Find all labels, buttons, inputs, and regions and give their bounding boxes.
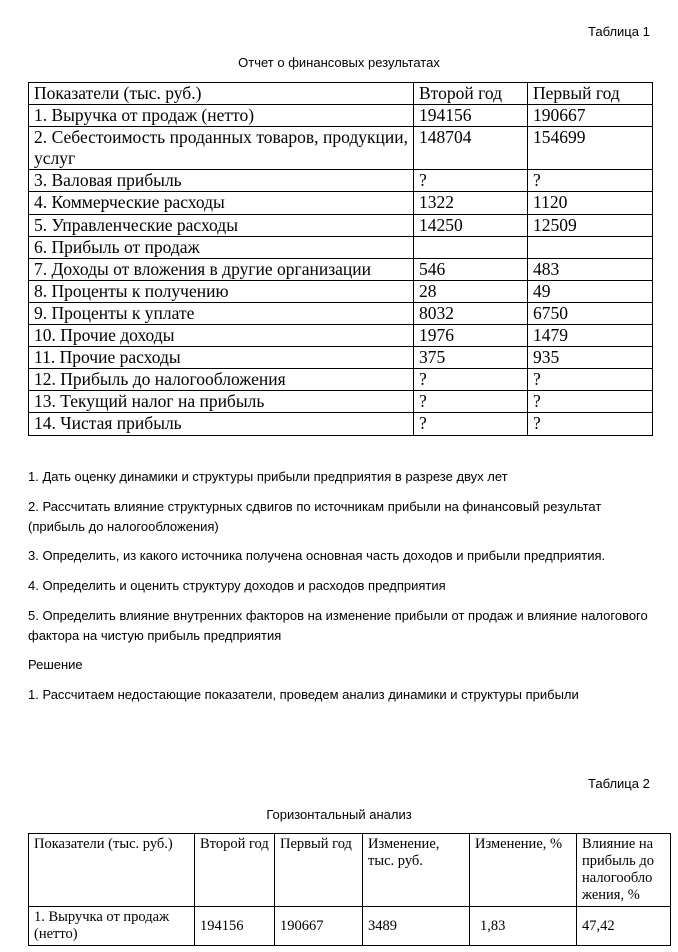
table1-caption: Таблица 1 [588, 24, 650, 39]
row-value: ? [528, 170, 653, 192]
row-value: 8032 [414, 302, 528, 324]
header-cell: Первый год [275, 834, 363, 907]
row-value: ? [414, 369, 528, 391]
row-label: 1. Выручка от продаж (нетто) [29, 105, 414, 127]
header-cell: Первый год [528, 83, 653, 105]
row-label: 14. Чистая прибыль [29, 413, 414, 435]
table-row [29, 369, 653, 391]
row-value: 148704 [414, 127, 528, 170]
row-value: ? [528, 369, 653, 391]
table-row [29, 170, 653, 192]
row-value: 6750 [528, 302, 653, 324]
row-value: ? [414, 170, 528, 192]
header-cell: Изменение, тыс. руб. [363, 834, 470, 907]
row-label: 1. Выручка от продаж (нетто) [29, 907, 195, 946]
table-row [29, 192, 653, 214]
row-value: 1976 [414, 325, 528, 347]
financial-results-table [28, 82, 653, 436]
task-item: 4. Определить и оценить структуру доходов и расходов предприятия [28, 578, 446, 593]
header-cell: Второй год [414, 83, 528, 105]
header-cell: Влияние на прибыль до налогообло жения, % [577, 834, 671, 907]
table-row [29, 105, 653, 127]
row-value: 375 [414, 347, 528, 369]
table-row [29, 907, 671, 946]
table-row [29, 347, 653, 369]
row-value: 3489 [363, 907, 470, 946]
row-value: 935 [528, 347, 653, 369]
row-label: 11. Прочие расходы [29, 347, 414, 369]
header-cell: Изменение, % [470, 834, 577, 907]
row-value: ? [414, 391, 528, 413]
table-row [29, 302, 653, 324]
table-row [29, 258, 653, 280]
row-value: 154699 [528, 127, 653, 170]
table-row [29, 391, 653, 413]
row-value: 194156 [414, 105, 528, 127]
row-label: 2. Себестоимость проданных товаров, продукции, услуг [29, 127, 414, 170]
row-value: 14250 [414, 214, 528, 236]
row-value [528, 236, 653, 258]
row-value: 1322 [414, 192, 528, 214]
row-value: ? [528, 413, 653, 435]
row-label: 5. Управленческие расходы [29, 214, 414, 236]
row-value: 190667 [275, 907, 363, 946]
task-item: 5. Определить влияние внутренних факторов на изменение прибыли от продаж и влияние налогового фактора на чистую прибыль предприятия [28, 608, 648, 643]
header-cell: Второй год [195, 834, 275, 907]
row-value: 1,83 [470, 907, 577, 946]
row-label: 8. Проценты к получению [29, 280, 414, 302]
row-label: 4. Коммерческие расходы [29, 192, 414, 214]
row-label: 7. Доходы от вложения в другие организации [29, 258, 414, 280]
row-label: 12. Прибыль до налогообложения [29, 369, 414, 391]
row-value: 190667 [528, 105, 653, 127]
row-value: 483 [528, 258, 653, 280]
table-row [29, 127, 653, 170]
row-label: 3. Валовая прибыль [29, 170, 414, 192]
table-row [29, 214, 653, 236]
task-item: 1. Дать оценку динамики и структуры прибыли предприятия в разрезе двух лет [28, 469, 508, 484]
row-value: ? [414, 413, 528, 435]
row-value: 1120 [528, 192, 653, 214]
row-value: 28 [414, 280, 528, 302]
table-row [29, 236, 653, 258]
header-cell: Показатели (тыс. руб.) [29, 83, 414, 105]
row-label: 9. Проценты к уплате [29, 302, 414, 324]
row-value: 49 [528, 280, 653, 302]
table1-title: Отчет о финансовых результатах [238, 55, 440, 70]
task-item: 2. Рассчитать влияние структурных сдвигов по источникам прибыли на финансовый результат (прибыль до налогообложения) [28, 499, 602, 534]
row-value: 12509 [528, 214, 653, 236]
row-value: 546 [414, 258, 528, 280]
row-value: ? [528, 391, 653, 413]
row-value: 47,42 [577, 907, 671, 946]
row-value [414, 236, 528, 258]
row-label: 10. Прочие доходы [29, 325, 414, 347]
solution-heading: Решение [28, 657, 83, 672]
table-header-row [29, 83, 653, 105]
table-row [29, 280, 653, 302]
table-row [29, 413, 653, 435]
header-cell: Показатели (тыс. руб.) [29, 834, 195, 907]
table2-title: Горизонтальный анализ [266, 807, 412, 822]
task-item: 3. Определить, из какого источника получена основная часть доходов и прибыли предприятия. [28, 548, 606, 563]
horizontal-analysis-table [28, 833, 671, 946]
table-header-row [29, 834, 671, 907]
row-value: 1479 [528, 325, 653, 347]
row-label: 6. Прибыль от продаж [29, 236, 414, 258]
solution-step: 1. Рассчитаем недостающие показатели, проведем анализ динамики и структуры прибыли [28, 687, 579, 702]
row-value: 194156 [195, 907, 275, 946]
table-row [29, 325, 653, 347]
row-label: 13. Текущий налог на прибыль [29, 391, 414, 413]
table2-caption: Таблица 2 [588, 776, 650, 791]
